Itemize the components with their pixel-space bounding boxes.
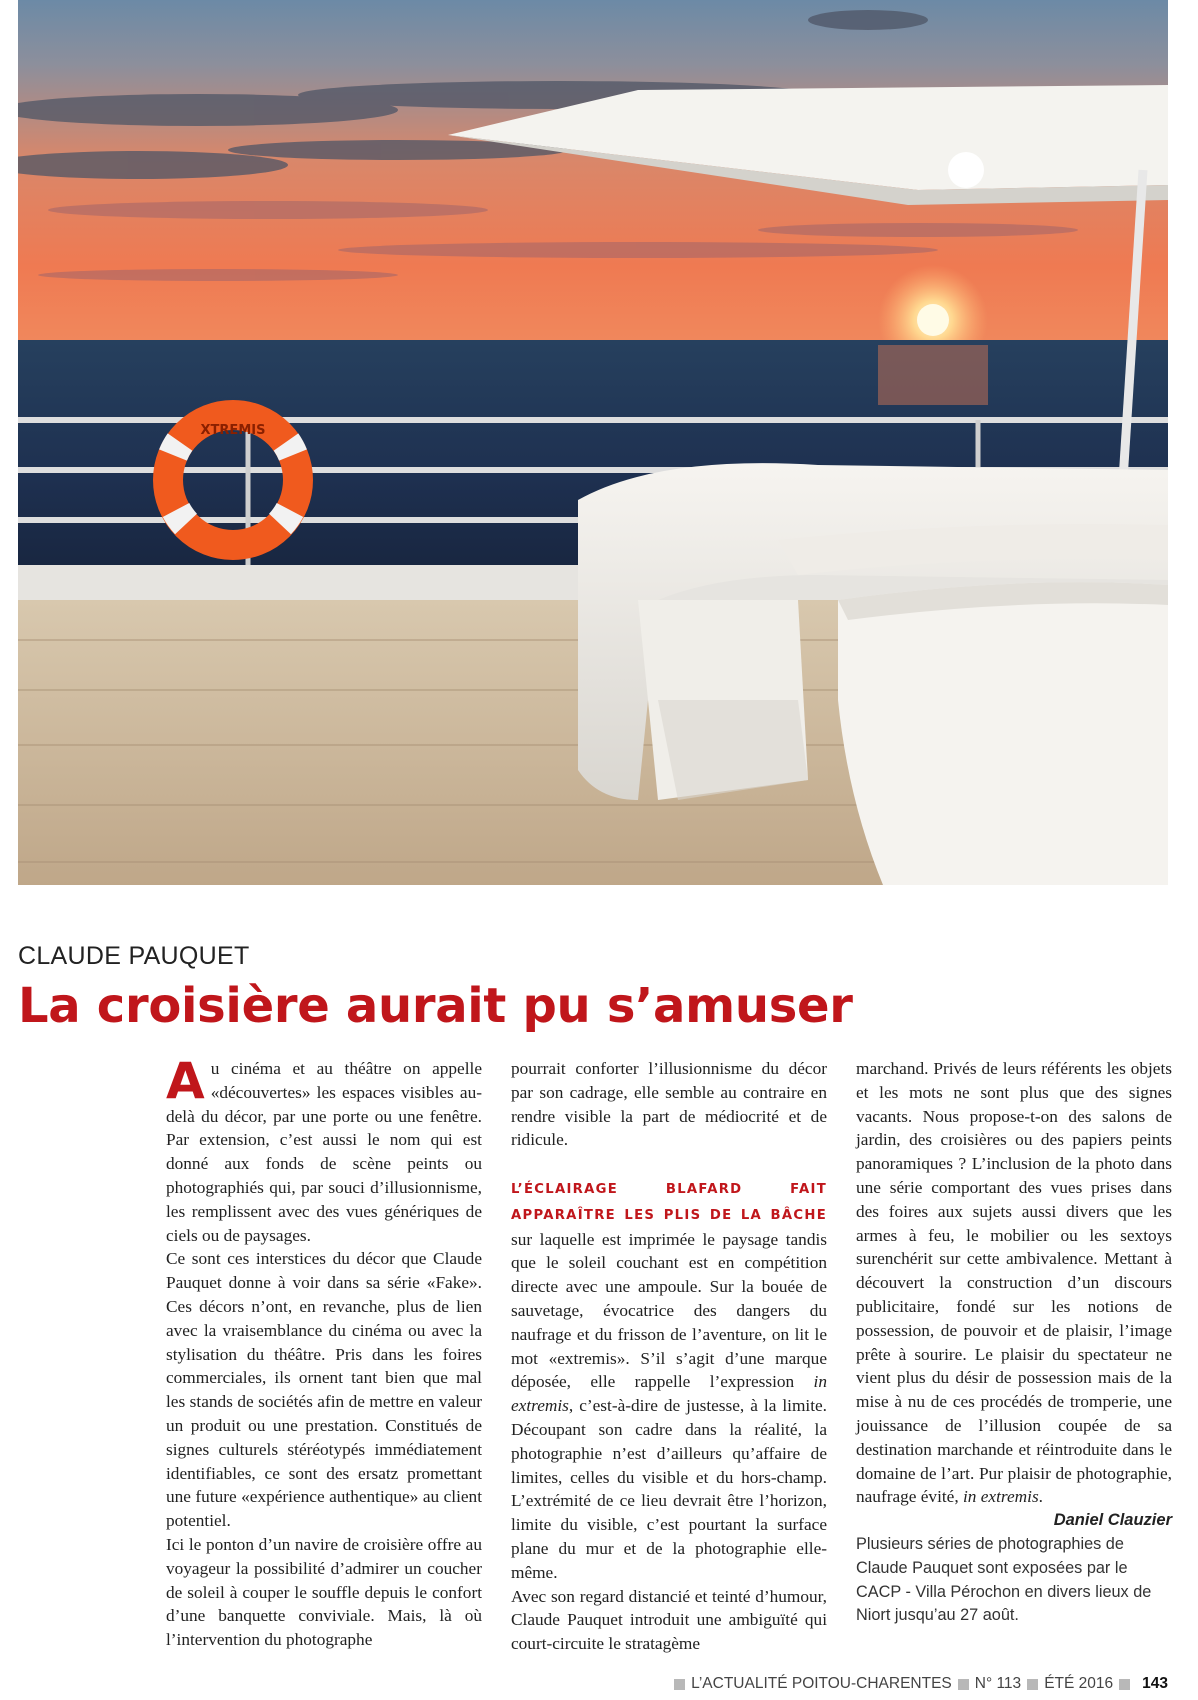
lead-in: L’ÉCLAIRAGE BLAFARD FAIT APPARAÎTRE LES PLIS DE LA BÂCHE bbox=[511, 1181, 827, 1223]
paragraph bbox=[166, 1052, 482, 1247]
cover-photo bbox=[18, 0, 1168, 885]
paragraph-text: marchand. Privés de leurs référents les objets et les mots ne sont plus que des signes vacants. Nous propose-t-on des salons de jardin, des croisières ou des papiers peints panoramiques ? L’inclusion de la photo dans une série comportant des vues prises dans des foires aux sujets aussi divers que les armes à feu, le mobilier ou les sextoys surenchérit sur cette ambivalence. Mettant à découvert la construction d’un discours publicitaire, fondé sur les notions de possession, de pouvoir et de plaisir, l’image prête à sourire. Le plaisir du spectateur ne vient plus du désir de possession mais de la mise à nu de ces procédés de tromperie, une jouissance de l’illusion coupée de sa destination marchande et réintroduite dans le domaine de l’art. Pur plaisir de photographie, naufrage évité, bbox=[856, 1059, 1172, 1507]
drop-cap: A bbox=[166, 1052, 205, 1110]
signature: Daniel Clauzier bbox=[1053, 1511, 1172, 1530]
article-column-1 bbox=[166, 1052, 482, 1652]
emphasis: in extremis bbox=[963, 1487, 1039, 1507]
square-bullet-icon bbox=[674, 1679, 685, 1690]
issue-season: ÉTÉ 2016 bbox=[1044, 1675, 1114, 1692]
exhibition-note: Plusieurs séries de photographies de Claude Pauquet sont exposées par le CACP - Villa Pérochon en divers lieux de Niort jusqu’au 27 août. bbox=[856, 1534, 1152, 1625]
paragraph-text: , c’est-à-dire de justesse, à la limite. Découpant son cadre dans la réalité, la photographie n’est d’ailleurs qu’affaire de limites, celles du visible et du hors-champ. L’extrémité de ce lieu devrait être l’horizon, limite du visible, c’est pourtant la surface plane du mur et de la photographie elle-même. bbox=[511, 1396, 827, 1582]
paragraph: Ici le ponton d’un navire de croisière offre au voyageur la possibilité d’admirer un coucher de soleil à couper le souffle depuis le confort d’une banquette conviviale. Mais, là où l’intervention du photographe bbox=[166, 1534, 482, 1650]
article-column-2 bbox=[511, 1057, 827, 1656]
paragraph bbox=[511, 1176, 827, 1585]
article-author: CLAUDE PAUQUET bbox=[18, 942, 250, 970]
buoy-label: XTREMIS bbox=[200, 423, 266, 438]
square-bullet-icon bbox=[1119, 1679, 1130, 1690]
issue-number: N° 113 bbox=[974, 1675, 1022, 1692]
square-bullet-icon bbox=[958, 1679, 969, 1690]
article-column-3 bbox=[856, 1057, 1172, 1628]
article-title: La croisière aurait pu s’amuser bbox=[18, 978, 853, 1034]
paragraph: Avec son regard distancié et teinté d’humour, Claude Pauquet introduit une ambiguïté qui court-circuite le stratagème bbox=[511, 1586, 827, 1654]
square-bullet-icon bbox=[1027, 1679, 1038, 1690]
paragraph: pourrait conforter l’illusionnisme du décor par son cadrage, elle semble au contraire en rendre visible la part de médiocrité et de ridicule. bbox=[511, 1059, 827, 1150]
paragraph bbox=[856, 1057, 1172, 1509]
page-number: 143 bbox=[1142, 1675, 1168, 1692]
paragraph: Ce sont ces interstices du décor que Claude Pauquet donne à voir dans sa série «Fake». Ces décors n’ont, en revanche, plus de lien avec la vraisemblance du cinéma ou avec la stylisation du théâtre. Pris dans les foires commerciales, ils ornent tant bien que mal les stands de sociétés afin de mettre en valeur un produit ou une prestation. Constitués de signes culturels stéréotypés immédiatement identifiables, ce sont des ersatz promettant une future «expérience authentique» au client potentiel. bbox=[166, 1249, 482, 1531]
paragraph-text: . bbox=[1038, 1487, 1043, 1507]
sunset-deck-illustration bbox=[18, 0, 1168, 885]
paragraph-text: u cinéma et au théâtre on appelle «découvertes» les espaces visibles au-delà du décor, par une porte ou une fenêtre. Par extension, c’est aussi le nom qui est donné aux fonds de scène peints ou photographiés qui, par souci d’illusionnisme, les remplissent avec des vues génériques de ciels ou de paysages. bbox=[166, 1059, 482, 1245]
paragraph-text: sur laquelle est imprimée le paysage tandis que le soleil couchant est en compétition directe avec une ampoule. Sur la bouée de sauvetage, évocatrice des dangers du naufrage et du frisson de l’aventure, on lit le mot «extremis». S’il s’agit d’une marque déposée, elle rappelle l’expression bbox=[511, 1229, 827, 1392]
emphasis: in extremis bbox=[511, 1372, 827, 1416]
page-footer bbox=[674, 1675, 1168, 1693]
magazine-name: L’ACTUALITÉ POITOU-CHARENTES bbox=[691, 1675, 952, 1692]
